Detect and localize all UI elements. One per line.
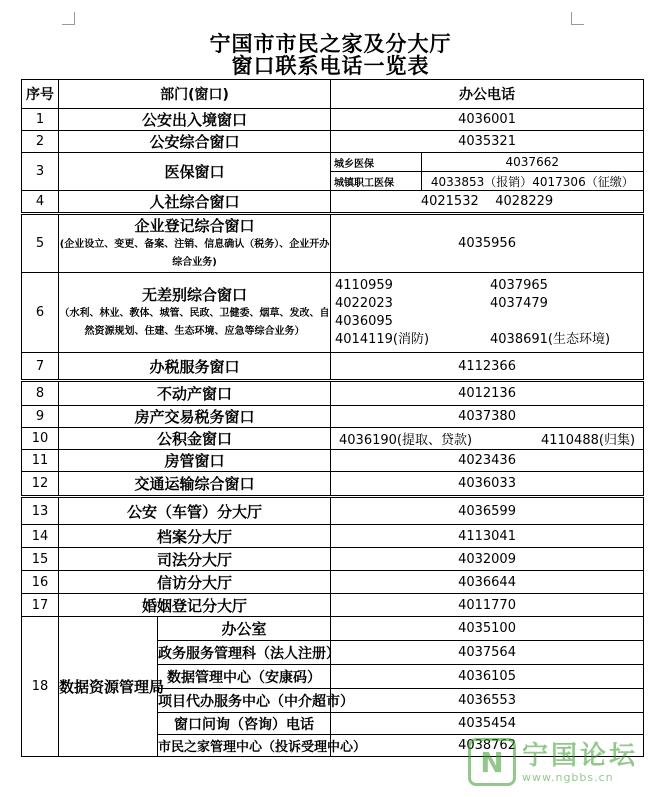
phone-number: 4037662 [505,155,559,169]
dept-name: 交通运输综合窗口 [59,472,331,497]
phone-number: 4110488(归集) [540,433,636,448]
unit-name: 政务服务管理科（法人注册） [158,641,331,665]
dept-name: 公安综合窗口 [59,131,331,153]
phone-number: 4036095 [335,313,393,329]
dept-name: 办税服务窗口 [59,353,331,381]
table-row [22,381,644,406]
dept-name: 不动产窗口 [59,381,331,406]
phone-number: 4037479 [490,295,548,311]
row-number: 15 [22,548,59,571]
dept-name: 公积金窗口 [59,428,331,450]
table-row [22,109,644,131]
page-corner-mark-left [62,12,75,25]
phone-list-cell [331,273,644,353]
phone-number: 4037380 [331,406,644,428]
phone-number: 4014119(消防) [335,331,430,347]
phone-number: 4112366 [331,353,644,381]
phone-number: 4012136 [331,381,644,406]
dept-name: 档案分大厅 [59,525,331,548]
row-number: 7 [22,353,59,381]
row-number: 6 [22,273,59,353]
row-number: 13 [22,497,59,525]
phone-number: 4023436 [331,450,644,472]
phone-number: 4035454 [331,713,644,735]
sub-label: 城镇职工医保 [331,172,421,191]
unit-name: 窗口问询（咨询）电话 [158,713,331,735]
contact-table [21,79,644,757]
watermark-name: 宁国论坛 [522,740,639,771]
row-number: 14 [22,525,59,548]
phone-number: 4032009 [331,548,644,571]
table-row [22,594,644,617]
phone-number: 4037965 [490,277,548,293]
table-row [22,153,644,191]
phone-number: 4033853（报销）4017306（征缴） [421,172,643,191]
phone-number: 4011770 [331,594,644,617]
table-row [22,214,644,273]
dept-name: 婚姻登记分大厅 [59,594,331,617]
phone-number: 4036553 [331,689,644,713]
phone-number: 4036190(提取、贷款) [339,433,473,448]
row-number: 11 [22,450,59,472]
phone-number: 4036033 [331,472,644,497]
table-row [22,428,644,450]
phone-subtable-cell [331,153,644,191]
watermark-url: www.ngbbs.cn [522,770,614,784]
phone-number: 4036001 [331,109,644,131]
row-number: 1 [22,109,59,131]
dept-name: 房管窗口 [59,450,331,472]
table-row [22,353,644,381]
dept-name: 司法分大厅 [59,548,331,571]
dept-note: （水利、林业、教体、城管、民政、卫健委、烟草、发改、自然资源规划、住建、生态环境、应急等综合业务） [59,307,330,337]
dept-name: 企业登记综合窗口 [134,216,255,235]
phone-cell [331,428,644,450]
table-row [22,131,644,153]
phone-number: 4036644 [331,571,644,594]
dept-name: 公安（车管）分大厅 [59,497,331,525]
header-dept: 部门(窗口) [59,80,331,109]
row-number: 10 [22,428,59,450]
phone-number: 4038691(生态环境) [490,331,611,347]
dept-name: 信访分大厅 [59,571,331,594]
unit-name: 办公室 [158,617,331,641]
table-row [22,450,644,472]
row-number: 16 [22,571,59,594]
phone-number: 4022023 [335,295,393,311]
row-number: 18 [22,617,59,757]
row-number: 8 [22,381,59,406]
dept-name: 房产交易税务窗口 [59,406,331,428]
phone-number: 4036105 [331,665,644,689]
forum-logo-icon: N [468,738,516,786]
table-row [22,497,644,525]
phone-number: 4038762 [331,735,644,757]
dept-name: 医保窗口 [59,153,331,191]
phone-number: 4035956 [331,214,644,273]
phone-list [331,277,643,349]
row-number: 3 [22,153,59,191]
row-number: 2 [22,131,59,153]
phone-number: 4037564 [331,641,644,665]
watermark [468,738,638,786]
title-line-1: 宁国市市民之家及分大厅 [209,31,452,56]
row-number: 4 [22,191,59,214]
medical-insurance-subtable [331,153,643,190]
row-number: 5 [22,214,59,273]
bureau-name: 数据资源管理局 [59,617,158,757]
phone-number: 4035321 [331,131,644,153]
header-row [22,80,644,109]
dept-name: 人社综合窗口 [59,191,331,214]
dept-cell [59,273,331,353]
table-row [22,191,644,214]
table-row [22,472,644,497]
header-phone: 办公电话 [331,80,644,109]
unit-name: 项目代办服务中心（中介超市） [158,689,331,713]
sub-label: 城乡医保 [331,153,421,172]
dept-name: 无差别综合窗口 [142,285,248,304]
unit-name: 数据管理中心（安康码） [158,665,331,689]
title-line-2: 窗口联系电话一览表 [231,53,430,78]
row-number: 9 [22,406,59,428]
phone-number: 4113041 [331,525,644,548]
dept-name: 公安出入境窗口 [59,109,331,131]
phone-number: 4110959 [335,277,393,293]
table-row [22,548,644,571]
table-row [22,273,644,353]
unit-name: 市民之家管理中心（投诉受理中心） [158,735,331,757]
phone-number: 4035100 [331,617,644,641]
table-row [22,525,644,548]
row-number: 12 [22,472,59,497]
dept-note: (企业设立、变更、备案、注销、信息确认（税务）、企业开办综合业务) [59,238,330,268]
row-number: 17 [22,594,59,617]
table-row [22,571,644,594]
dept-cell [59,214,331,273]
header-no: 序号 [22,80,59,109]
table-row [22,406,644,428]
table-row [22,617,644,641]
phone-number: 4021532 4028229 [331,191,644,214]
phone-number: 4036599 [331,497,644,525]
page-corner-mark-right [571,12,584,25]
